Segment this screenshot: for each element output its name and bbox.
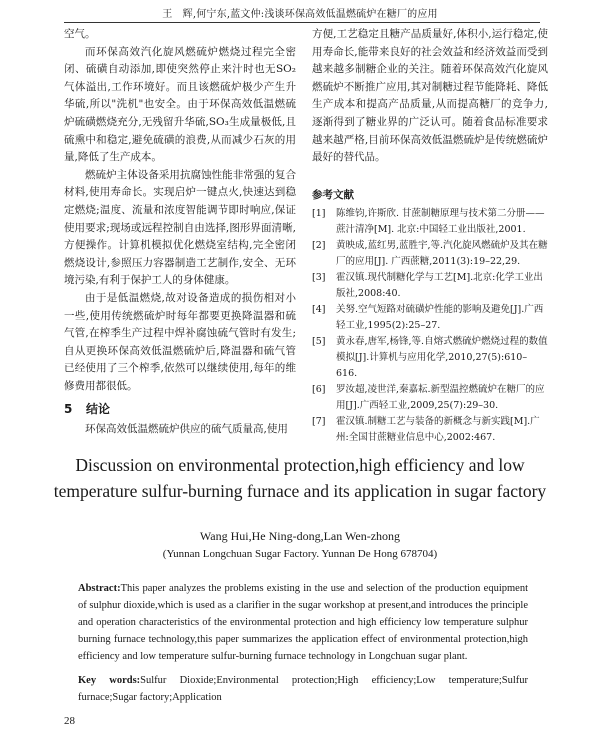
english-authors: Wang Hui,He Ning-dong,Lan Wen-zhong: [199, 529, 401, 543]
paragraph: 方便,工艺稳定且糖产品质量好,体积小,运行稳定,使用寿命长,能带来良好的社会效益和经济效益而受到越来越多制糖企业的关注。随着环保高效汽化旋风燃硫炉不断推广应用,其对制糖过程节能降耗、降低生产成本和提高产品质量,从而提高糖厂的竞争力,逐渐得到了糖业界的广泛认可。随着食品标准要求越来越严格,目前环保高效低温燃硫炉是传统燃硫炉最好的替代品。: [312, 28, 548, 164]
english-title-line: Discussion on environmental protection,high efficiency and low: [75, 455, 525, 475]
keywords-label: Key words:: [78, 675, 141, 686]
english-abstract: [78, 580, 528, 665]
reference-list: [312, 206, 548, 446]
section-number: 5: [64, 402, 73, 417]
reference-item: [6] 罗汝超,凌世洋,秦嘉耘.新型温控燃硫炉在糖厂的应用[J].广西轻工业,2009,25(7):29–30.: [312, 384, 545, 412]
section-title: 结论: [86, 402, 111, 417]
reference-item: [5] 黄永春,唐军,杨锋,等.自熔式燃硫炉燃烧过程的数值模拟[J].计算机与应用化学,2010,27(5):610–616.: [312, 336, 548, 380]
header-rule: [64, 22, 540, 23]
reference-item: [7] 霍汉镇.制糖工艺与装备的新概念与新实践[M].广州:全国甘蔗糖业信息中心,2002:467.: [312, 416, 540, 444]
abstract-text: This paper analyzes the problems existing in the use and selection of the production equipment of sulphur dioxide,which is used as a clarifier in the sugar workshop at present,and introduces the principle and operation characteristics of the environmental protection and high efficiency low temperature sulphur burning furnace technology,this paper summarizes the application effect of environmental protection,high efficiency and low temperature sulfur-burning furnace technology in Longchuan sugar plant.: [78, 583, 528, 662]
page-number: 28: [64, 715, 75, 727]
paragraph: 而环保高效汽化旋风燃硫炉燃烧过程完全密闭、硫磺自动添加,即使突然停止来汁时也无SO₂气体溢出,工作环境好。而且该燃硫炉极少产生升华硫,所以"洗机"也安全。由于环保高效低温燃硫炉硫磺燃烧充分,无残留升华硫,SO₃生成量极低,且硫熏中和稳定,避免硫磺的浪费,从而减少石灰的用量,降低了生产成本。: [64, 45, 296, 164]
running-header: 王 辉,何宁东,蓝文仲:浅谈环保高效低温燃硫炉在糖厂的应用: [162, 9, 438, 20]
reference-item: [3] 霍汉镇.现代制糖化学与工艺[M].北京:化学工业出版社,2008:40.: [312, 272, 543, 300]
abstract-label: Abstract:: [78, 583, 121, 594]
reference-item: [4] 关努.空气短路对硫磺炉性能的影响及避免[J].广西轻工业,1995(2):25–27.: [312, 304, 544, 332]
paragraph: 由于是低温燃烧,故对设备造成的损伤相对小一些,使用传统燃硫炉时每年都要更换降温器和硫气管,在榨季生产过程中焊补腐蚀硫气管时有发生;自从更换环保高效低温燃硫炉后,降温器和硫气管已经使用了三个榨季,依然可以继续使用,每年的维修费用都很低。: [64, 291, 296, 392]
paragraph: 燃硫炉主体设备采用抗腐蚀性能非常强的复合材料,使用寿命长。实现启炉一键点火,快速达到稳定燃烧;温度、流量和浓度智能调节即时响应,保证使用要求;现场或远程控制自由选择,图形界面清晰,方便操作。计算机模拟优化燃烧室结构,完全密闭燃烧设计,参照压力容器制造工艺制作,安全、无环境污染,有利于保护工人的身体健康。: [64, 168, 296, 287]
english-title-line: temperature sulfur-burning furnace and its application in sugar factory: [53, 481, 547, 501]
paragraph: 环保高效低温燃硫炉供应的硫气质量高,使用: [85, 423, 288, 436]
section-heading: [64, 401, 296, 419]
left-column: [64, 26, 296, 439]
right-column: [312, 26, 548, 446]
reference-item: [1] 陈维钧,许斯欣. 甘蔗制糖原理与技术第二分册——蔗汁清净[M]. 北京:中国轻工业出版社,2001.: [312, 208, 545, 236]
english-affiliation: (Yunnan Longchuan Sugar Factory. Yunnan De Hong 678704): [162, 548, 438, 560]
keywords-text: Sulfur Dioxide;Environmental protection;High efficiency;Low temperature;Sulfur furnace;Sugar factory;Application: [78, 675, 528, 703]
english-keywords: [78, 672, 528, 706]
reference-item: [2] 黄映成,蓝红男,蓝胜宇,等.汽化旋风燃硫炉及其在糖厂的应用[J]. 广西蔗糖,2011(3):19–22,29.: [312, 240, 548, 268]
english-title: [40, 452, 560, 504]
paragraph: 空气。: [64, 28, 96, 40]
references-heading: 参考文献: [312, 188, 354, 201]
